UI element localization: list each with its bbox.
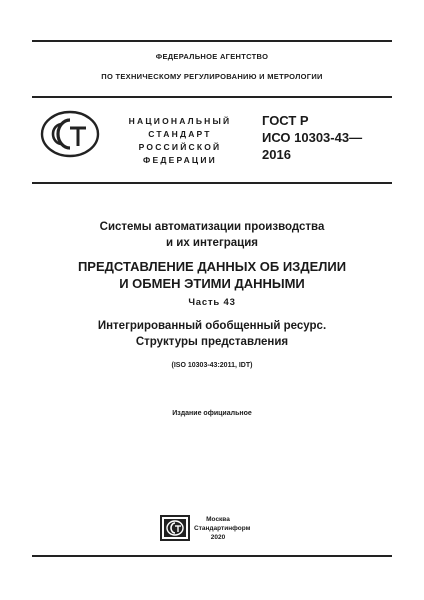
bottom-rule <box>32 555 392 557</box>
iso-reference: (ISO 10303-43:2011, IDT) <box>171 362 253 369</box>
standartinform-logo-icon <box>160 515 190 541</box>
part-number: Часть 43 <box>188 297 236 308</box>
rst-gost-logo-icon <box>40 110 100 158</box>
header-rule <box>32 96 392 98</box>
subtitle: Интегрированный обобщенный ресурс. Структуры представления <box>97 320 327 348</box>
agency-line-1: ФЕДЕРАЛЬНОЕ АГЕНТСТВО <box>155 52 269 61</box>
publisher-info: Москва Стандартинформ 2020 <box>194 516 251 541</box>
standard-designation: ГОСТ Р ИСО 10303-43— 2016 <box>262 113 363 162</box>
top-rule <box>32 40 392 42</box>
title-area: Системы автоматизации производства и их интеграция <box>99 221 325 249</box>
national-standard-label: НАЦИОНАЛЬНЫЙ СТАНДАРТ РОССИЙСКОЙ ФЕДЕРАЦИИ <box>128 116 232 165</box>
edition-note: Издание официальное <box>172 410 252 417</box>
main-title: ПРЕДСТАВЛЕНИЕ ДАННЫХ ОБ ИЗДЕЛИИ И ОБМЕН ЭТИМИ ДАННЫМИ <box>77 259 347 291</box>
agency-line-2: ПО ТЕХНИЧЕСКОМУ РЕГУЛИРОВАНИЮ И МЕТРОЛОГИИ <box>101 72 323 81</box>
designation-rule <box>32 182 392 184</box>
